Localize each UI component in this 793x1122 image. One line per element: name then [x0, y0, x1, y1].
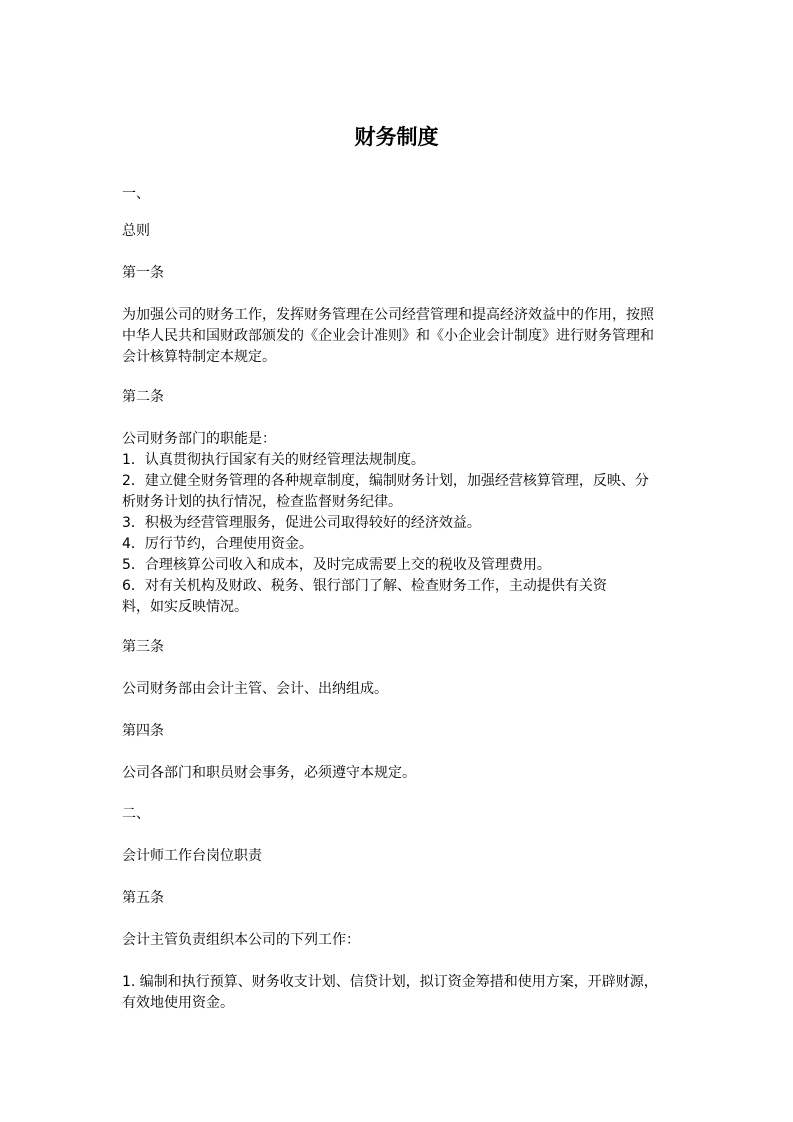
list-item: 料，如实反映情况。 — [122, 599, 248, 615]
list-item: 4．厉行节约，合理使用资金。 — [122, 536, 313, 552]
text-line: 中华人民共和国财政部颁发的《企业会计准则》和《小企业会计制度》进行财务管理和 — [122, 328, 654, 344]
text-line: 会计核算特制定本规定。 — [122, 349, 276, 365]
article-4-text: 公司各部门和职员财会事务，必须遵守本规定。 — [122, 765, 416, 781]
section-2-number: 二、 — [122, 806, 150, 822]
article-3-text: 公司财务部由会计主管、会计、出纳组成。 — [122, 681, 388, 697]
article-3-heading: 第三条 — [122, 639, 164, 655]
list-item: 析财务计划的执行情况，检查监督财务纪律。 — [122, 494, 402, 510]
section-1-title: 总则 — [122, 223, 150, 239]
section-2-title: 会计师工作台岗位职责 — [122, 848, 262, 864]
article-5-heading: 第五条 — [122, 890, 164, 906]
list-item: 1．认真贯彻执行国家有关的财经管理法规制度。 — [122, 452, 425, 468]
list-item: 6．对有关机构及财政、税务、银行部门了解、检查财务工作，主动提供有关资 — [122, 578, 607, 594]
list-item: 3．积极为经营管理服务，促进公司取得较好的经济效益。 — [122, 515, 481, 531]
text-line: 有效地使用资金。 — [122, 995, 234, 1011]
article-4-heading: 第四条 — [122, 723, 164, 739]
article-1-text — [122, 305, 682, 368]
list-item: 5．合理核算公司收入和成本，及时完成需要上交的税收及管理费用。 — [122, 557, 551, 573]
article-5-item-1 — [122, 972, 682, 1014]
text-line: 为加强公司的财务工作，发挥财务管理在公司经营管理和提高经济效益中的作用，按照 — [122, 307, 654, 323]
article-2-intro: 公司财务部门的职能是： — [122, 431, 276, 447]
text-line: 1. 编制和执行预算、财务收支计划、信贷计划，拟订资金筹措和使用方案，开辟财源， — [122, 974, 658, 990]
document-title: 财务制度 — [354, 124, 439, 149]
list-item: 2．建立健全财务管理的各种规章制度，编制财务计划，加强经营核算管理，反映、分 — [122, 473, 649, 489]
article-2-body — [122, 429, 682, 618]
article-5-text: 会计主管负责组织本公司的下列工作： — [122, 932, 360, 948]
article-1-heading: 第一条 — [122, 265, 164, 281]
article-2-heading: 第二条 — [122, 389, 164, 405]
section-1-number: 一、 — [122, 186, 150, 202]
